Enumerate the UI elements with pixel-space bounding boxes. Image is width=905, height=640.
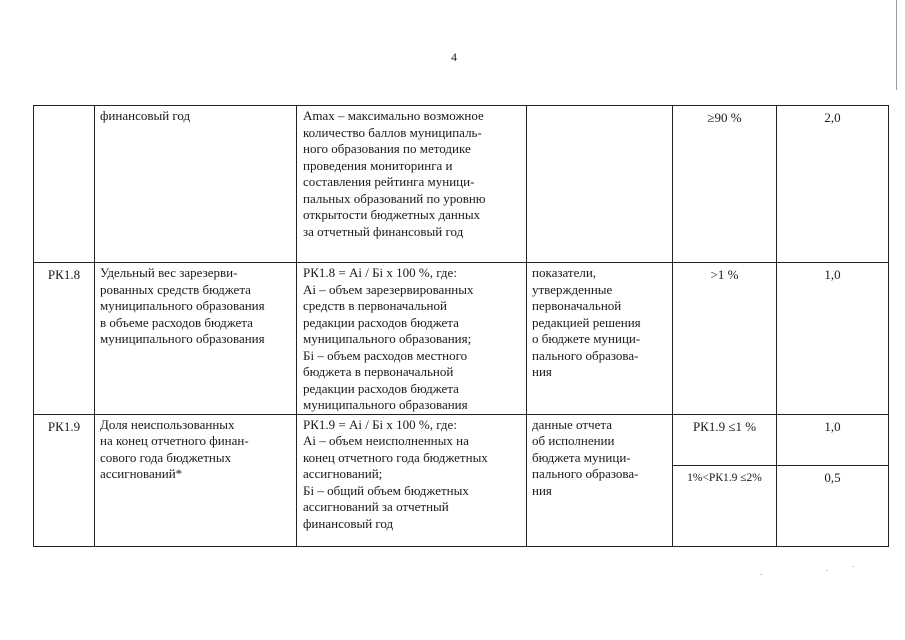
table-row bbox=[34, 263, 889, 415]
indicator-criterion: >1 % bbox=[673, 263, 777, 415]
indicator-source bbox=[527, 106, 673, 263]
indicator-source: показатели, утвержденные первоначальной редакцией решения о бюджете муници- пального образова- ния bbox=[527, 263, 673, 415]
indicator-name: финансовый год bbox=[95, 106, 297, 263]
scan-speck bbox=[852, 566, 854, 567]
indicator-source: данные отчета об исполнении бюджета муници- пального образова- ния bbox=[527, 414, 673, 546]
indicator-score: 1,0 bbox=[777, 414, 889, 465]
page-number: 4 bbox=[451, 50, 457, 64]
indicator-score: 2,0 bbox=[777, 106, 889, 263]
indicator-formula: Amax – максимально возможное количество баллов муниципаль- ного образования по методике проведения мониторинга и составления рейтинга муници- пальных образований по уровню открытости бюджетных данных за отчетный финансовый год bbox=[297, 106, 527, 263]
indicator-formula: РК1.9 = Аi / Бi х 100 %, где: Аi – объем неисполненных на конец отчетного года бюджетных ассигнований; Бi – общий объем бюджетных ассигнований за отчетный финансовый год bbox=[297, 414, 527, 546]
indicator-name: Доля неиспользованных на конец отчетного финан- сового года бюджетных ассигнований* bbox=[95, 414, 297, 546]
criteria-table bbox=[33, 105, 889, 547]
indicator-criterion: 1%<РК1.9 ≤2% bbox=[673, 465, 777, 546]
indicator-name: Удельный вес зарезерви- рованных средств бюджета муниципального образования в объеме расходов бюджета муниципального образования bbox=[95, 263, 297, 415]
indicator-code: РК1.8 bbox=[34, 263, 95, 415]
indicator-criterion: РК1.9 ≤1 % bbox=[673, 414, 777, 465]
indicator-formula: РК1.8 = Аi / Бi х 100 %, где: Аi – объем зарезервированных средств в первоначальной редакции расходов бюджета муниципального образования; Бi – объем расходов местного бюджета в первоначальной редакции расходов бюджета муниципального образования bbox=[297, 263, 527, 415]
indicator-score: 1,0 bbox=[777, 263, 889, 415]
indicator-score: 0,5 bbox=[777, 465, 889, 546]
indicator-code: РК1.9 bbox=[34, 414, 95, 546]
indicator-criterion: ≥90 % bbox=[673, 106, 777, 263]
table-row bbox=[34, 414, 889, 465]
table-row bbox=[34, 106, 889, 263]
scan-edge-line bbox=[896, 0, 897, 90]
scan-speck bbox=[760, 574, 762, 575]
indicator-code bbox=[34, 106, 95, 263]
scan-speck bbox=[826, 570, 828, 571]
